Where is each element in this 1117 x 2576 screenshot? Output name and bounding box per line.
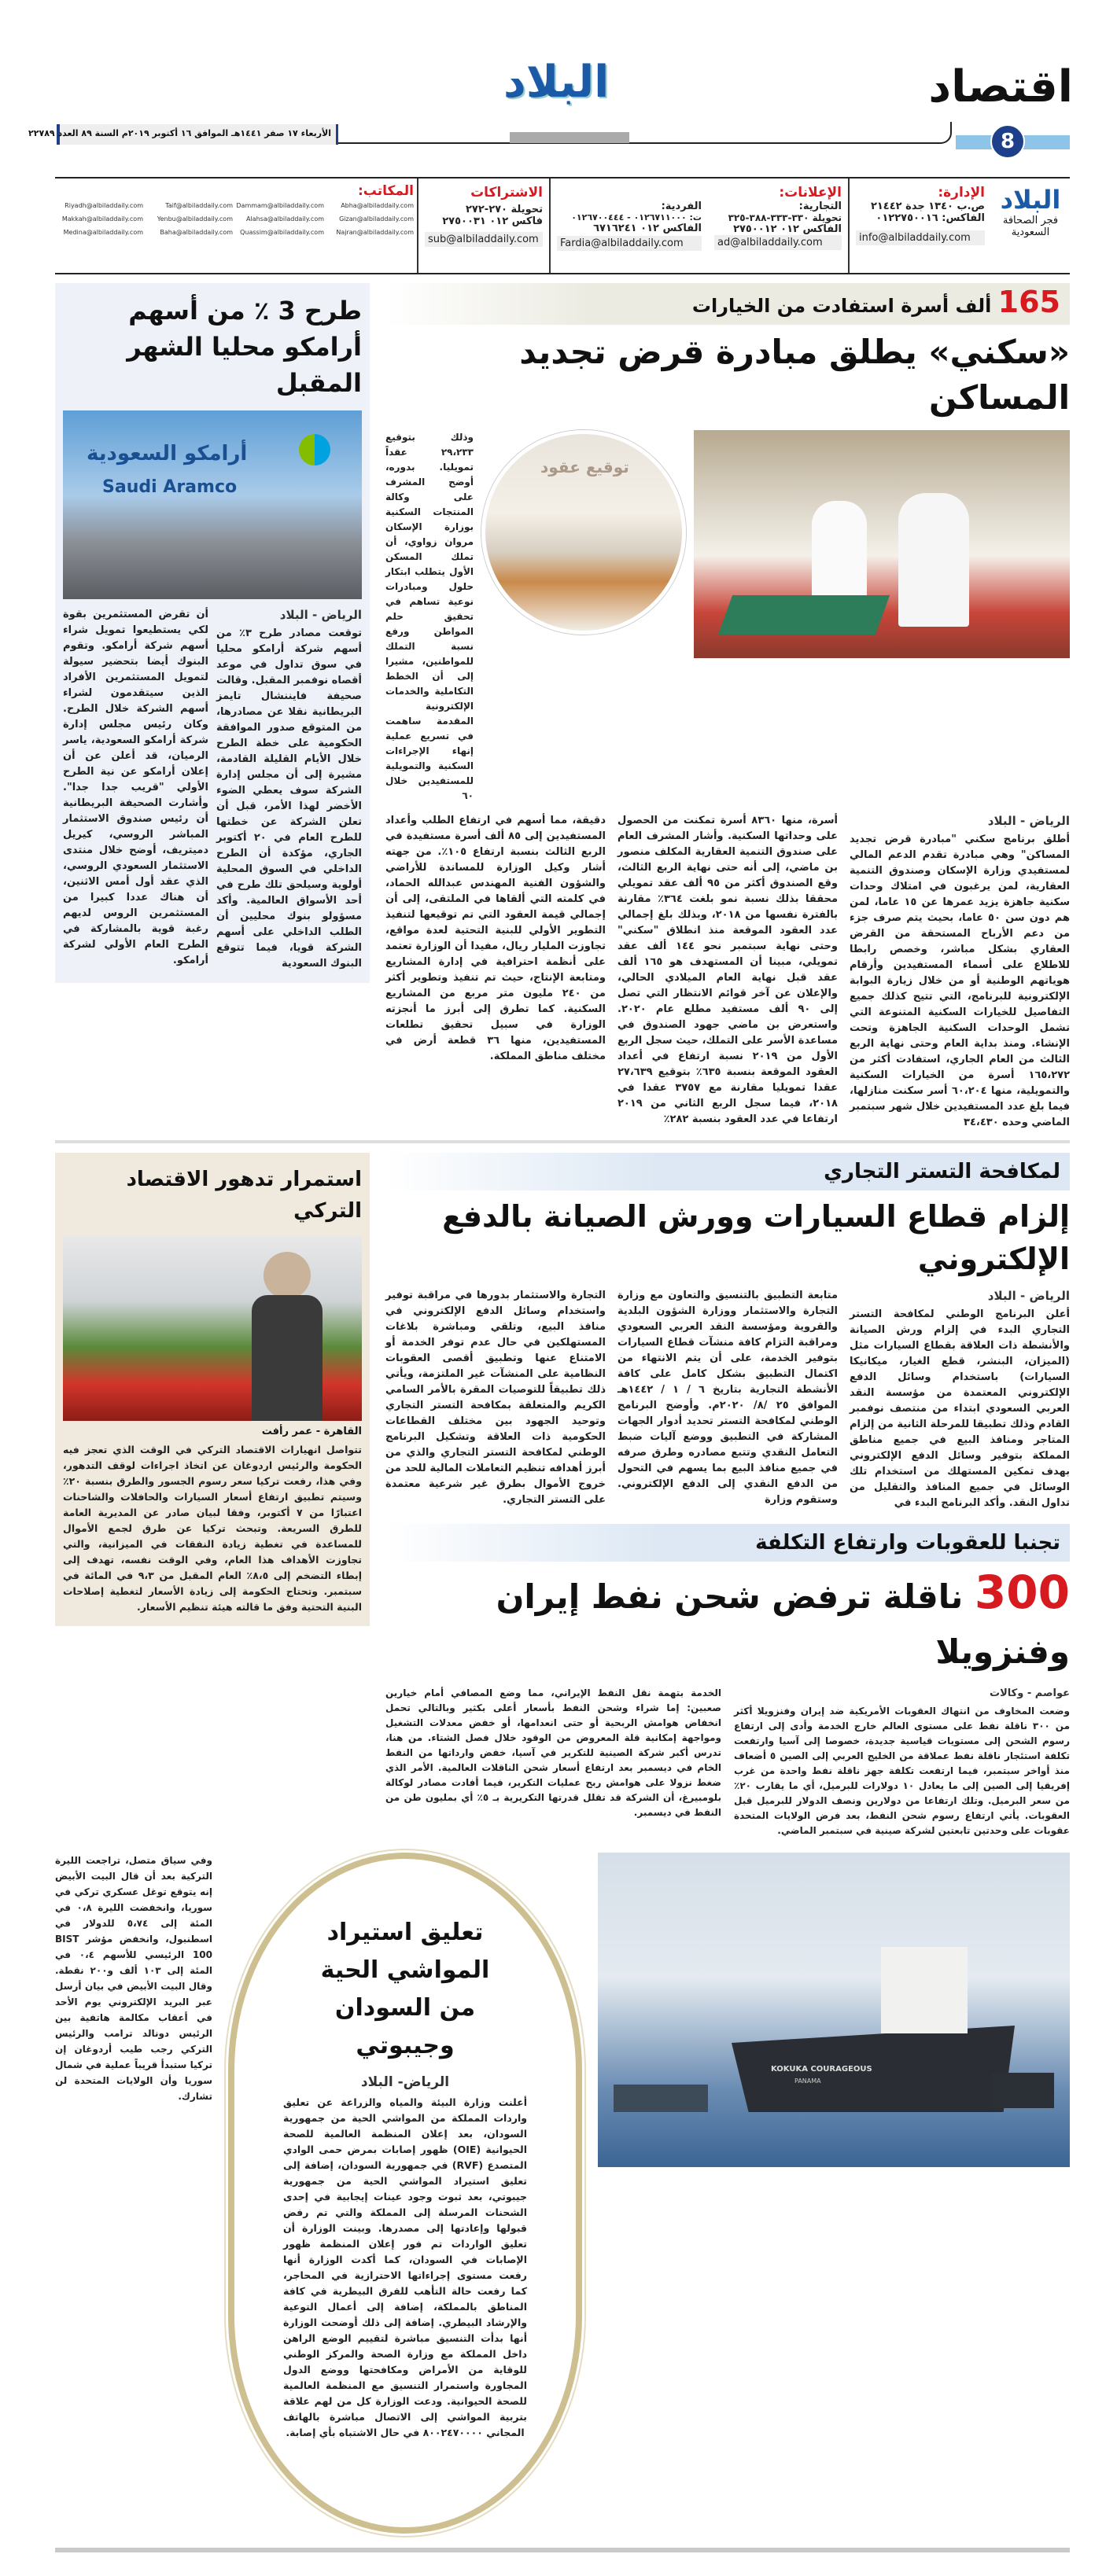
subs-ext: تحويلة ٢٧٠-٢٧٢ [465,204,543,215]
epay-col2: متابعة التطبيق بالتنسيق والتعاون مع وزارة التجارة والاستثمار ووزارة الشؤون البلدية والقروية ومؤسسة النقد العربي السعودي ومراقبة التزام كافة منشآت قطاع السيارات بتوفير الخدمة، على أن يتم الانتهاء من اكتمال التطبيق بشكل كامل على كافة الأنشطة التجارية بتاريخ ٦ / ١ / ١٤٤٢هـ الموافق ٢٥ /٨/ ٢٠٢٠م. وأوضح البرنامج الوطني لمكافحة التستر تحديد أدوار الجهات المشاركة في التطبيق ووضع آليات ضبط التعامل النقدي وتتبع مصادره وطرق صرفه في جميع منافذ البيع بما يسهم في التحول من الدفع النقدي إلى الدفع الإلكتروني. وستقوم وزارة [617,1290,838,1506]
subs-title: الاشتراكات [470,185,543,201]
info-logo: البلاد [1000,185,1061,215]
epay-byline: الرياض - البلاد [987,1289,1070,1303]
section-title: اقتصاد [928,61,1073,112]
office-email[interactable]: Quassim@albiladdaily.com [240,229,324,236]
epay-headline: إلزام قطاع السيارات وورش الصيانة بالدفع الإلكتروني [442,1199,1070,1276]
livestock-circle [228,1853,582,2534]
tankers-kicker: تجنبا للعقوبات وارتفاع التكلفة [385,1524,1070,1562]
sakani-photo [694,430,1070,658]
turkey-box [55,1153,370,1626]
sakani-article [385,283,1070,1131]
section-divider [55,1140,1070,1143]
individual-email[interactable]: Fardia@albiladdaily.com [557,236,702,251]
tankers-headline-text: ناقلة ترفض شحن نفط إيران وفنزويلا [496,1577,1070,1671]
page-number: 8 [1000,130,1016,153]
ads-title: الإعلانات: [779,185,842,201]
aramco-photo [63,410,362,599]
turkey-photo [63,1236,362,1421]
office-email[interactable]: Taif@albiladdaily.com [165,202,233,209]
turkey-caption: القاهرة - عمر رأفت [261,1426,362,1437]
individual-phone: ت: ٠١٢٦٧١١٠٠٠ - ٠١٢٦٧٠٠٤٤٤ [571,212,702,223]
page-number-badge [990,124,1025,159]
sakani-left-column: وذلك بتوقيع ٢٩،٢٣٣ عقداً تمويليا. بدوره، أوضح المشرف على وكالة المنتجات السكنية بوزارة الإسكان مروان زواوي، أن تملك المسكن الأول يتطلب ابتكار حلول ومبادرات نوعية تساهم في تحقيق حلم المواطن ورفع نسبة التملك للمواطنين، مشيرا إلى أن الخطط التكاملية والخدمات الإلكترونية المقدمة ساهمت في تسريع عملية إنهاء الإجراءات السكنية والتمويلية للمستفيدين خلال ٦٠ [385,432,474,801]
top-section [55,283,1070,1131]
ship-flag: PANAMA [794,2077,821,2085]
ads-fax: الفاكس ٠١٢ ٢٧٥٠٠١٢ [733,223,842,235]
individual-fax: الفاكس ٠١٢ ٦٧١٦٢٤١ [593,223,702,234]
sakani-kicker-text: ألف أسرة استفادت من الخيارات [691,295,992,317]
ship-name: KOKUKA COURAGEOUS [771,2065,872,2074]
livestock-headline: تعليق استيراد المواشي الحية من السودان وجيبوتي [320,1919,490,2059]
admin-address: ص.ب ١٣٤٠ جدة ٢١٤٤٢ [870,201,985,212]
ads-block [708,178,850,273]
aramco-col2: أن تقرض المستثمرين بقوة لكي يستطيعوا تمويل شراء أسهم شركة أرامكو. وتقوم البنوك أيضا بتحضير سيولة لتمويل المستثمرين الأفراد الذين سيتقدمون لشراء أسهم الشركة خلال الطرح. وكان رئيس مجلس إدارة شركة أرامكو السعودية، ياسر الرميان، قد أعلن عن أن إعلان أرامكو عن نية الطرح الأولي "قريب جدا جدا". وأشارت الصحيفة البريطانية أن رئيس صندوق الاستثمار المباشر الروسي، كيريل دميتريف، أوضح خلال منتدى الاستثمار السعودي الروسي، الذي عقد أول أمس الاثنين، أن هناك عددا كبيرا من المستثمرين الروس لديهم رغبة قوية بالمشاركة في الطرح العام الأولي لشركة أرامكو. [63,609,208,966]
individual-sub: الفردية: [661,201,702,212]
bottom-section [55,1853,1070,2534]
sakani-kicker [385,283,1070,325]
aramco-box [55,283,370,983]
admin-email[interactable]: info@albiladdaily.com [856,230,985,245]
office-email[interactable]: Abha@albiladdaily.com [341,202,414,209]
epay-kicker: لمكافحة التستر التجاري [385,1153,1070,1190]
office-email[interactable]: Najran@albiladdaily.com [336,229,414,236]
sakani-byline: الرياض - البلاد [987,814,1070,828]
dateline: الأربعاء ١٧ صفر ١٤٤١هـ الموافق ١٦ أكتوبر ٢٠١٩م السنة ٨٩ العدد ٢٢٧٨٩ [57,124,338,145]
sakani-col2: أسرة، منها ٨٣٦٠ أسرة تمكنت من الحصول على وحداتها السكنية. وأشار المشرف العام على صندوق التنمية العقارية المكلف منصور بن ماضي، إلى أنه حتى نهاية الربع الثالث، وقع الصندوق أكثر من ٩٥ ألف عقد تمويلي محققا بذلك نسبة نمو بلغت ٣٦٤٪ مقارنة بالفترة نفسها من ٢٠١٨، وبذلك بلغ إجمالي عدد العقود الموقعة منذ انطلاق "سكني" وحتى نهاية سبتمبر نحو ١٤٤ ألف عقد تمويلي، مبينا أن المستهدف هو ١٦٥ ألف عقد قبل نهاية العام الميلادي الحالي، والإعلان عن آخر قوائم الانتظار التي تصل إلى ٩٠ ألف مستفيد مطلع عام ٢٠٢٠. واستعرض بن ماضي جهود الصندوق في مساعدة الأسر على التملك، حيث سجل الربع الأول من ٢٠١٩ نسبة ارتفاع في أعداد العقود الموقعة بنسبة ٦٣٥٪ بتوقيع ٢٧،٦٣٩ عقدا تمويليا مقارنة مع ٣٧٥٧ عقدا في ٢٠١٨، فيما سجل الربع الثاني من ٢٠١٩ ارتفاعا في عدد العقود بنسبة ٢٨٢٪ [617,815,839,1125]
page-bottom-bar [55,2548,1070,2552]
office-email[interactable]: Riyadh@albiladdaily.com [65,202,143,209]
ads-email[interactable]: ad@albiladdaily.com [714,235,842,250]
office-email[interactable]: Alahsa@albiladdaily.com [245,215,324,223]
info-logo-block [991,178,1070,273]
ads-sub: التجارية: [798,201,842,212]
office-email[interactable]: Dammam@albiladdaily.com [236,202,324,209]
aramco-byline: الرياض - البلاد [279,608,362,622]
aramco-headline: طرح 3 ٪ من أسهم أرامكو محليا الشهر المقبل [127,296,362,398]
right-column [385,1153,1070,1838]
info-strip [55,177,1070,274]
sakani-col1 [850,813,1070,1131]
aramco-logo-en: Saudi Aramco [102,477,238,497]
subs-email[interactable]: sub@albiladdaily.com [425,232,543,247]
sakani-kicker-number: 165 [997,285,1060,319]
sakani-col1-text: أطلق برنامج سكني "مبادرة قرض تجديد المساكن" وهي مبادرة تقدم الدعم المالي لمستفيدي وزارة الإسكان وصندوق التنمية العقارية، لمن يرغبون في امتلاك وحدات سكنية جاهزة يزيد عمرها عن ١٥ عاما، لمن هم دون سن ٥٠ عاما، بحيث يتم صرف جزء من دعم الأرباح المستحقة من القرض العقاري بشكل مباشر، وخصص رابطا للاطلاع على أسماء المستفيدين وأرقام هوياتهم الوطنية أو من خلال زيارة البوابة الإلكترونية للبرنامج، التي تتيح كذلك جميع التفاصيل للخيارات السكنية المتنوعة التي تشمل الوحدات السكنية الجاهزة وتحت الإنشاء. ومنذ بداية العام وحتى نهاية الربع الثالث من العام الجاري، استفادت أكثر من ١٦٥،٢٧٢ أسرة من الخيارات السكنية والتمويلية، منها ٦٠،٢٠٤ أسر سكنت منازلها، فيما بلغ عدد المستفيدين خلال شهر سبتمبر الماضي وحده ٣٤،٤٣٠ [850,834,1071,1128]
tankers-byline: عواصم - وكالات [990,1687,1070,1699]
epay-col3: التجارة والاستثمار بدورها في مراقبة توفير واستخدام وسائل الدفع الإلكتروني في منافذ البيع، وتلقي ومباشرة بلاغات المستهلكين في حال عدم توفر الخدمة أو الامتناع عنها وتطبيق أقصى العقوبات النظامية على المنشآت غير الملتزمة، ويأتي ذلك تطبيقاً للتوصيات المقرة بالأمر السامي الكريم والمتعلقة بمكافحة التستر التجاري وتوحيد الجهود بين مختلف القطاعات الحكومية ذات العلاقة وتشكيل البرنامج الوطني لمكافحة التستر التجاري والذي من أبرز أهدافه تنظيم التعاملات المالية للحد من خروج الأموال بطرق غير شرعية معتمدة على التستر التجاري. [385,1290,606,1506]
tanker-photo [598,1853,1070,2167]
epay-col1-text: أعلن البرنامج الوطني لمكافحة التستر التجاري البدء في إلزام ورش الصيانة والأنشطة ذات العلاقة بقطاع السيارات مثل (الميزان، البنشر، قطع الغيار، ميكانيكا السيارات) باستخدام وسائل الدفع الإلكتروني المعتمدة من مؤسسة النقد العربي السعودي ابتداء من منتصف نوفمبر القادم وذلك تطبيقا للمرحلة الثانية من إلزام المتاجر ومنافذ البيع في جميع مناطق المملكة بتوفير وسائل الدفع الإلكتروني بهدف تمكين المستهلك من استخدام تلك الوسائل في جميع المنافذ والتقليل من تداول النقد. وأكد البرنامج البدء في [850,1308,1070,1509]
livestock-byline: الرياض- البلاد [360,2074,450,2090]
aramco-col1-text: توقعت مصادر طرح ٣٪ من أسهم شركة أرامكو محليا في سوق تداول في موعد أقصاه نوفمبر المقبل. وقالت صحيفة فايننشال تايمز البريطانية نقلا عن مصادرها، من المتوقع صدور الموافقة الحكومية على خطة الطرح خلال الأيام القليلة القادمة، مشيرة إلى أن مجلس إدارة الشركة سوف يعطي الضوء الأخضر لهذا الأمر، قبل أن تعلن الشركة عن خطتها للطرح العام في ٢٠ أكتوبر الجاري، مؤكدة أن الطرح الداخلي في السوق المحلية أولوية وسيلحق تلك طرح في أحد الأسواق العالمية. وأكد مسؤولو بنوك محليين أن الطلب الداخلي على أسهم الشركة قويا، فيما تتوقع البنوك السعودية [216,627,363,970]
header-line [338,122,952,144]
office-email[interactable]: Baha@albiladdaily.com [160,229,233,236]
livestock-body: أعلنت وزارة البيئة والمياه والزراعة عن تعليق واردات المملكة من المواشي الحية من جمهورية السودان، بعد إعلان المنظمة العالمية للصحة الحيوانية (OIE) ظهور إصابات بمرض حمى الوادي المتصدع (RVF) في جمهورية السودان، إضافة إلى تعليق استيراد المواشي الحية من جمهورية جيبوتي، بعد ثبوت وجود عينات إيجابية في إحدى الشحنات المرسلة إلى المملكة والتي تم رفض قبولها وإعادتها إلى مصدرها. وبينت الوزارة أن تعليق الواردات تم فور إعلان المنظمة ظهور الإصابات في السودان، كما أكدت الوزارة أنها رفعت مستوى إجراءاتها الاحترازية في المحاجر، كما رفعت حالة التأهب للفرق البيطرية في كافة المناطق بالمملكة، إضافة إلى أعمال التوعية والإرشاد البيطري. إضافة إلى ذلك أوضحت الوزارة أنها بدأت التنسيق مباشرة لتقييم الوضع الراهن داخل المملكة مع وزارة الصحة والمركز الوطني للوقاية من الأمراض ومكافحتها ووضع الدول المجاورة واستمرار التنسيق مع المنظمة العالمية للصحة الحيوانية. ودعت الوزارة كل من لهم علاقة بتربية المواشي إلى الاتصال مباشرة بالهاتف المجاني ٨٠٠٢٤٧٠٠٠٠ في حال الاشتباه بأي إصابة. [283,2096,527,2438]
sakani-col3: دقيقة، مما أسهم في ارتفاع الطلب وأعداد المستفيدين إلى ٨٥ ألف أسرة مستفيدة في الربع الثالث بنسبة ارتفاع ١٠٥٪. من جهته أشار وكيل الوزارة للمساندة للأراضي والشؤون الفنية المهندس عبدالله الحماد، في كلمته التي ألقاها في الملتقى، إلى أن إجمالي قيمة العقود التي تم توقيعها لتنفيذ التطوير الأولي للبنية التحتية لعدة مواقع، تجاوزت المليار ريال، مفيدا أن الوزارة تعتمد على أنظمة احترافية في إدارة المشاريع ومتابعة الإنتاج، حيث تم تنفيذ وتطوير أكثر من ٢٤٠ مليون متر مربع من المشاريع السكنية. كما تطرق إلى أبرز ما أنجزته الوزارة في سبيل تحقيق تطلعات المستفيدين، منها ٣٦ قطعة أرض في مختلف مناطق المملكة. [385,815,606,1062]
turkey-body-continued: وفي سياق متصل، تراجعت الليرة التركية بعد أن قال البيت الأبيض إنه يتوقع توغل عسكري تركي في سوريا، وانخفضت الليرة ٠،٨ في المئة إلى ٥،٧٤ للدولار في اسطنبول، وانخفض مؤشر BIST 100 الرئيسي للأسهم ٠،٤ في المئة إلى ١٠٣ ألف و٢٠٠ نقطة. وقال البيت الأبيض في بيان أرسل عبر البريد الإلكتروني يوم الأحد في أعقاب مكالمة هاتفية بين الرئيس دونالد ترامب والرئيس التركي رجب طيب أردوغان إن تركيا ستبدأ قريباً عملية في شمال سوريا وأن الولايات المتحدة لن تشارك. [55,1855,212,2102]
tankers-headline [385,1565,1070,1680]
turkey-body: تتواصل انهيارات الاقتصاد التركي في الوقت الذي تعجز فيه الحكومة والرئيس اردوغان عن اتخاذ اجراءات لوقف التدهور، وفي هذا، رفعت تركيا سعر رسوم الجسور والطرق بنسبة ٢٠٪ وسيتم تطبيق ارتفاع أسعار السيارات والحافلات والشاحنات اعتبارًا من ٧ أكتوبر، وفقا لبيان صادر عن المديرية العامة للطرق السريعة. وتبحث تركيا عن طرق لجمع الأموال للمساعدة في تغطية زيادة النفقات في الميزانية، والتي تجاوزت الأهداف هذا العام، وفي الوقت نفسه، تهدف إلى إبطاء التضخم إلى ٨،٥٪ العام المقبل من ٩،٣ في المائة في سبتمبر. وتحتاج الحكومة إلى زيادة الأسعار لتغطية إصلاحات البنية التحتية وفق ما قالته هيئة تنظيم الأسعار. [63,1444,363,1613]
tankers-number: 300 [974,1566,1070,1619]
epay-col1 [850,1288,1070,1511]
tankers-col1 [734,1686,1070,1838]
aramco-col1 [216,607,362,972]
photo-sign-text: توقيع عقود [540,458,629,477]
tagline: فجر الصحافة السعودية [1002,215,1059,238]
admin-title: الإدارة: [938,185,985,201]
logo-underbar [510,132,629,143]
office-email[interactable]: Medina@albiladdaily.com [63,229,143,236]
aramco-logo-ar: أرامكو السعودية [87,442,248,466]
subs-block [417,178,551,273]
office-email[interactable]: Yenbu@albiladdaily.com [157,215,233,223]
tankers-col2: الخدمة بتهمة نقل النفط الإيراني، مما وضع المصافي أمام خيارين صعبين: إما شراء وشحن النفط بأسعار أعلى بكثير وبالتالي تحمل انخفاض هوامش الربحية أو حتى انعدامها، أو خفض معدلات التشغيل ومواجهة إمكانية قلة المعروض من الوقود خلال فصل الشتاء. من هنا، تدرس أكبر شركة الصينية للتكرير في آسيا، خفض وارداتها من النفط الخام في ديسمبر بعد ارتفاع أسعار شحن الناقلات العالمية. الأمر الذي ضغط نزولا على هوامش ربح عمليات التكرير، فيما أفادت مصادر لوكالة بلومبيرغ، أن الشركة قد تقلل قدرتها التكريرية بـ ٥٪ أي بمليون طن من النفط في ديسمبر. [385,1687,721,1818]
office-email[interactable]: Makkah@albiladdaily.com [61,215,143,223]
signing-photo [481,430,686,635]
office-email[interactable]: Gizan@albiladdaily.com [339,215,414,223]
aramco-logo-icon [299,434,330,466]
ads-phone: تحويلة ٣٣٠-٣٣٣-٣٨٨-٣٢٥ [728,212,842,223]
sakani-headline: «سكني» يطلق مبادرة قرض تجديد المساكن [519,333,1070,417]
admin-block [850,178,991,273]
middle-section [55,1153,1070,1838]
subs-fax: فاكس ٠١٢ ٢٧٥٠٠٣١ [442,215,543,227]
turkey-headline: استمرار تدهور الاقتصاد التركي [126,1168,362,1223]
individual-block [551,178,708,273]
offices-title: المكاتب: [357,183,414,199]
offices-block [55,178,417,273]
tankers-col1-text: وضعت المخاوف من انتهاك العقوبات الأمريكية ضد إيران وفنزويلا أكثر من ٣٠٠ ناقلة نفط على مستوى العالم خارج الخدمة وأدى إلى ارتفاع رسوم الشحن إلى مستويات قياسية جديدة، خصوصا إلى آسيا وارتفعت تكلفة استئجار ناقلة نفط عملاقة من الخليج العربي إلى الصين ٥ أضعاف منذ أواخر سبتمبر، فيما ارتفعت تكلفة جهز ناقلة نفط واحدة من غرب إفريقيا إلى الصين إلى ما يعادل ١٠ دولارات للبرميل، أي ما يقارب ٢٠٪ من سعر البرميل. وتلك ارتفاعا من دولارين ونصف الدولار للبرميل قبل العقوبات. يأتي ارتفاع رسوم شحن النفط، بعد فرض الولايات المتحدة عقوبات على وحدتين تابعتين لشركة صينية في سبتمبر الماضي. [734,1706,1071,1836]
admin-fax: الفاكس: ٠١٢٢٧٥٠٠١٦ [876,212,985,224]
masthead-logo: البلاد [503,57,610,108]
